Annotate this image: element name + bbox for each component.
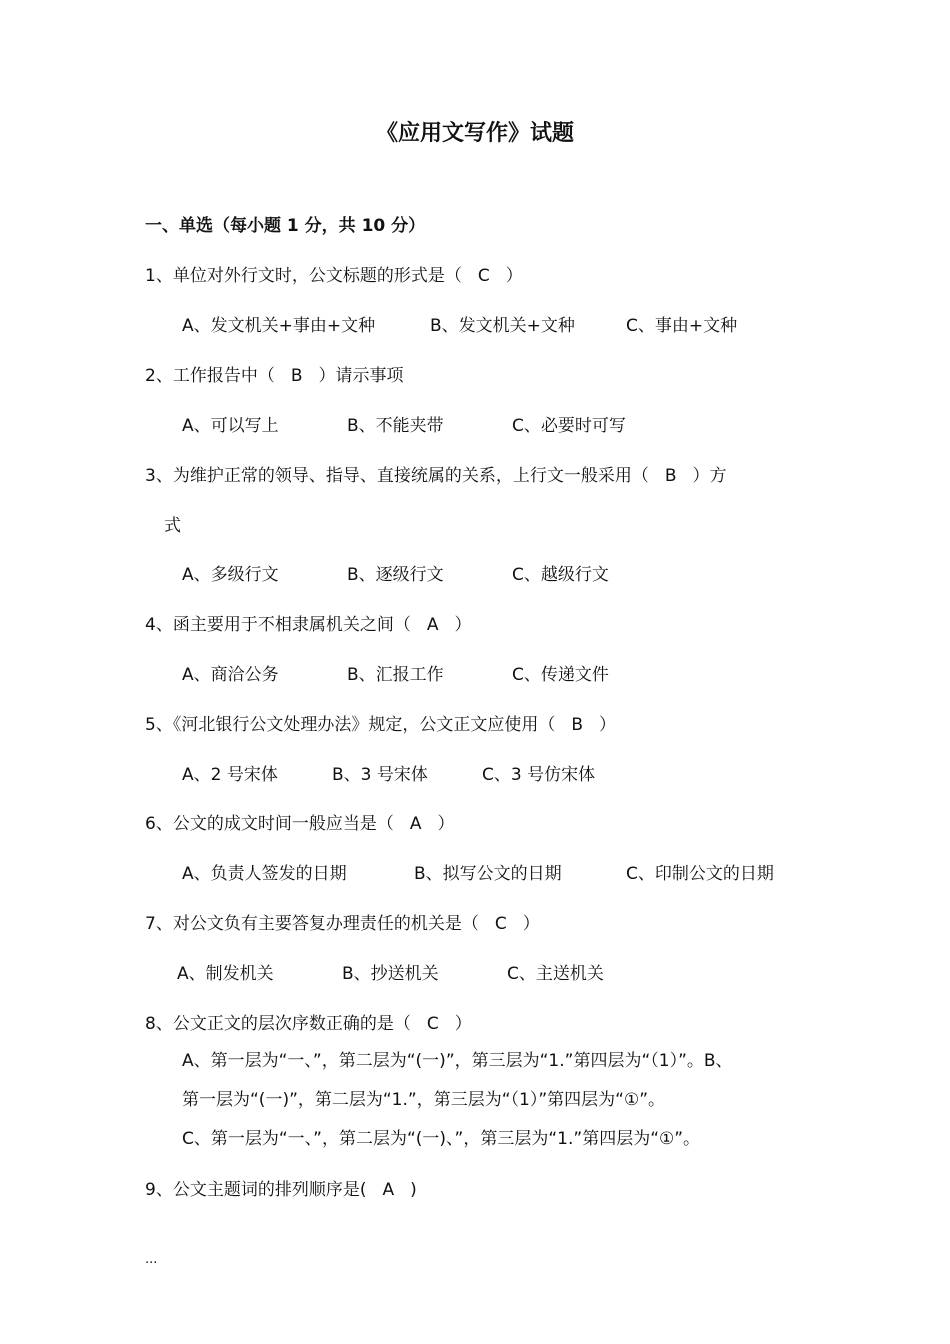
- question-close: ）: [522, 914, 540, 934]
- option-c: C、3 号仿宋体: [482, 765, 596, 785]
- answer-value: B: [571, 715, 583, 735]
- question-3-continuation: 式: [164, 516, 181, 536]
- option-b: B、拟写公文的日期: [414, 864, 562, 884]
- answer-value: C: [494, 914, 507, 934]
- question-stem: 7、对公文负有主要答复办理责任的机关是（: [145, 914, 479, 934]
- answer-value: B: [664, 466, 677, 486]
- question-8: [145, 1010, 472, 1038]
- section-heading: 一、单选（每小题 1 分，共 10 分）: [145, 216, 426, 236]
- option-c: C、必要时可写: [512, 416, 626, 436]
- option-a: A、商洽公务: [182, 665, 279, 685]
- option-b: B、发文机关+文种: [430, 316, 575, 336]
- question-stem: 9、公文主题词的排列顺序是(: [145, 1180, 367, 1200]
- answer-value: B: [290, 366, 303, 386]
- question-4: [145, 611, 471, 639]
- answer-value: C: [426, 1014, 439, 1034]
- question-3-options: [182, 561, 609, 589]
- question-stem: 5、《河北银行公文处理办法》规定，公文正文应使用（: [145, 715, 556, 735]
- question-stem: 6、公文的成文时间一般应当是（: [145, 814, 394, 834]
- question-stem: 4、函主要用于不相隶属机关之间（: [145, 615, 411, 635]
- question-stem: 1、单位对外行文时，公文标题的形式是（: [145, 266, 462, 286]
- question-4-options: [182, 661, 609, 689]
- question-close: ）: [454, 1014, 472, 1034]
- question-6-options: [182, 860, 774, 888]
- question-2-options: [182, 412, 626, 440]
- option-b: B、不能夹带: [347, 416, 444, 436]
- question-stem: 2、工作报告中（: [145, 366, 275, 386]
- question-9: [145, 1176, 417, 1204]
- question-8-option-line: C、第一层为“一、”，第二层为“(一)、”，第三层为“1.”第四层为“①”。: [182, 1129, 701, 1149]
- question-6: [145, 810, 454, 838]
- question-stem: 8、公文正文的层次序数正确的是（: [145, 1014, 411, 1034]
- option-b: B、汇报工作: [347, 665, 444, 685]
- option-b: B、3 号宋体: [332, 765, 428, 785]
- question-5: [145, 711, 616, 739]
- option-c: C、事由+文种: [626, 316, 738, 336]
- option-b: B、抄送机关: [342, 964, 439, 984]
- question-3: [145, 462, 727, 490]
- question-close: ）: [505, 266, 523, 286]
- page-title: 《应用文写作》试题: [375, 121, 574, 146]
- question-8-option-line: A、第一层为“一、”，第二层为“(一)”，第三层为“1.”第四层为“（1）”。B、: [182, 1051, 733, 1071]
- page-footer-ellipsis: ...: [145, 1252, 158, 1267]
- option-b: B、逐级行文: [347, 565, 444, 585]
- option-c: C、越级行文: [512, 565, 609, 585]
- answer-value: C: [477, 266, 490, 286]
- question-7-options: [177, 960, 604, 988]
- option-a: A、可以写上: [182, 416, 279, 436]
- question-stem: 3、为维护正常的领导、指导、直接统属的关系，上行文一般采用（: [145, 466, 649, 486]
- option-c: C、主送机关: [507, 964, 604, 984]
- question-8-option-line: 第一层为“(一)”，第二层为“1.”，第三层为“（1）”第四层为“①”。: [182, 1090, 665, 1110]
- option-a: A、多级行文: [182, 565, 279, 585]
- question-7: [145, 910, 540, 938]
- question-1: [145, 262, 523, 290]
- question-1-options: [182, 312, 737, 340]
- question-close: ）: [454, 615, 472, 635]
- option-a: A、发文机关+事由+文种: [182, 316, 376, 336]
- question-close: ）: [437, 814, 455, 834]
- answer-value: A: [409, 814, 422, 834]
- option-c: C、传递文件: [512, 665, 609, 685]
- question-close: ）: [599, 715, 616, 735]
- question-5-options: [182, 761, 595, 789]
- question-close: ）请示事项: [318, 366, 404, 386]
- question-close: ): [410, 1180, 417, 1200]
- answer-value: A: [382, 1180, 395, 1200]
- option-a: A、制发机关: [177, 964, 274, 984]
- option-a: A、2 号宋体: [182, 765, 278, 785]
- option-a: A、负责人签发的日期: [182, 864, 347, 884]
- question-2: [145, 362, 404, 390]
- option-c: C、印制公文的日期: [626, 864, 774, 884]
- answer-value: A: [426, 615, 439, 635]
- question-close: ）方: [692, 466, 727, 486]
